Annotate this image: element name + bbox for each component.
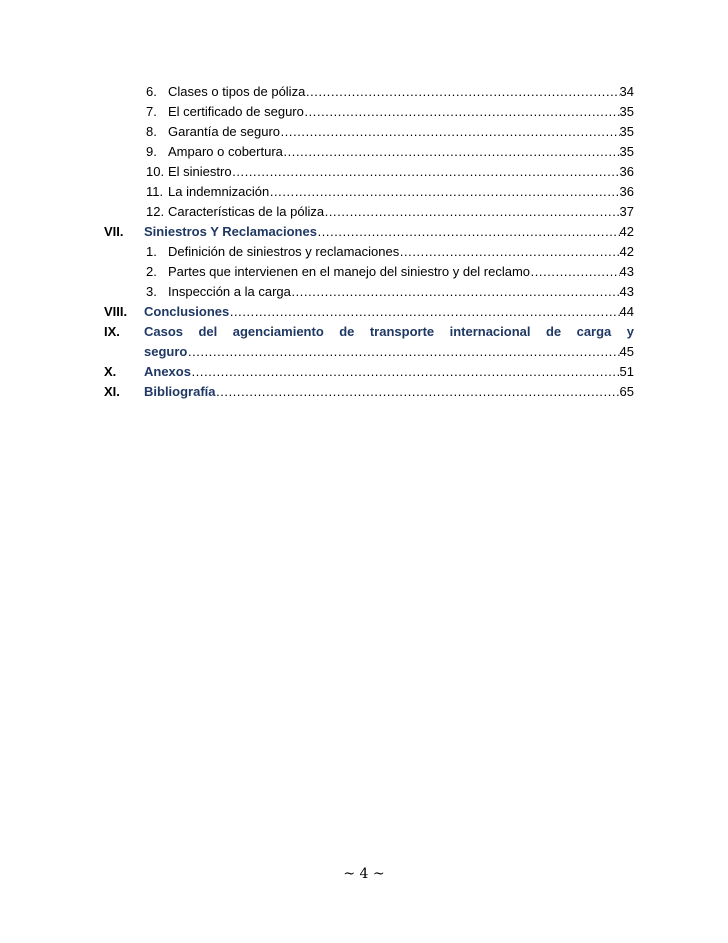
entry-title: Características de la póliza (168, 204, 325, 219)
toc-entry (104, 182, 634, 202)
entry-title: El siniestro (168, 164, 232, 179)
section-number: VIII. (104, 304, 128, 319)
section-number: VII. (104, 224, 124, 239)
section-number: X. (104, 364, 117, 379)
section-number: XI. (104, 384, 120, 399)
toc-entry (104, 282, 634, 302)
entry-title: Definición de siniestros y reclamaciones (168, 244, 400, 259)
entry-page: 43 (619, 284, 634, 299)
toc-section-xi (104, 382, 634, 402)
leader-dots (216, 382, 620, 402)
leader-dots (291, 282, 620, 302)
toc-section-vii (104, 222, 634, 242)
section-title: Siniestros Y Reclamaciones (144, 224, 317, 239)
entry-page: 37 (619, 204, 634, 219)
toc-entry (104, 202, 634, 222)
entry-title: El certificado de seguro (168, 104, 304, 119)
entry-number: 8. (146, 124, 157, 139)
leader-dots (530, 262, 619, 282)
section-title: Anexos (144, 364, 191, 379)
section-page: 51 (619, 364, 634, 379)
leader-dots (283, 142, 620, 162)
leader-dots (232, 162, 620, 182)
entry-page: 36 (619, 164, 634, 179)
toc-entry (104, 82, 634, 102)
leader-dots (187, 342, 619, 362)
page-number-footer: ~ 4 ~ (343, 866, 385, 882)
entry-number: 7. (146, 104, 157, 119)
toc-entry (104, 242, 634, 262)
entry-number: 10. (146, 164, 165, 179)
toc-entry (104, 102, 634, 122)
entry-title: Partes que intervienen en el manejo del siniestro y del reclamo (168, 264, 531, 279)
section-title: Casos del agenciamiento de transporte internacional de carga y (144, 324, 634, 339)
section-title-continued: seguro (144, 344, 188, 359)
entry-number: 6. (146, 84, 157, 99)
entry-title: Amparo o cobertura (168, 144, 283, 159)
section-page: 42 (619, 224, 634, 239)
toc-section-ix (104, 322, 634, 342)
entry-page: 35 (619, 144, 634, 159)
leader-dots (317, 222, 620, 242)
section-page: 44 (619, 304, 634, 319)
entry-page: 35 (619, 104, 634, 119)
table-of-contents (104, 82, 634, 402)
toc-entry (104, 142, 634, 162)
entry-page: 42 (619, 244, 634, 259)
entry-title: Inspección a la carga (168, 284, 291, 299)
toc-section-viii (104, 302, 634, 322)
entry-title: Garantía de seguro (168, 124, 281, 139)
section-title: Bibliografía (144, 384, 216, 399)
entry-page: 35 (619, 124, 634, 139)
leader-dots (191, 362, 620, 382)
entry-number: 9. (146, 144, 157, 159)
leader-dots (229, 302, 619, 322)
entry-title: Clases o tipos de póliza (168, 84, 306, 99)
section-page: 45 (619, 344, 634, 359)
section-page: 65 (619, 384, 634, 399)
toc-section-ix-cont (104, 342, 634, 362)
leader-dots (280, 122, 620, 142)
entry-page: 36 (619, 184, 634, 199)
section-title: Conclusiones (144, 304, 230, 319)
section-number: IX. (104, 324, 120, 339)
leader-dots (304, 102, 620, 122)
entry-number: 12. (146, 204, 165, 219)
toc-entry (104, 162, 634, 182)
entry-number: 1. (146, 244, 157, 259)
toc-section-x (104, 362, 634, 382)
entry-number: 2. (146, 264, 157, 279)
toc-entry (104, 122, 634, 142)
leader-dots (305, 82, 619, 102)
toc-entry (104, 262, 634, 282)
entry-page: 34 (619, 84, 634, 99)
leader-dots (324, 202, 619, 222)
leader-dots (399, 242, 619, 262)
entry-page: 43 (619, 264, 634, 279)
entry-title: La indemnización (168, 184, 270, 199)
entry-number: 3. (146, 284, 157, 299)
leader-dots (269, 182, 619, 202)
entry-number: 11. (146, 184, 164, 199)
